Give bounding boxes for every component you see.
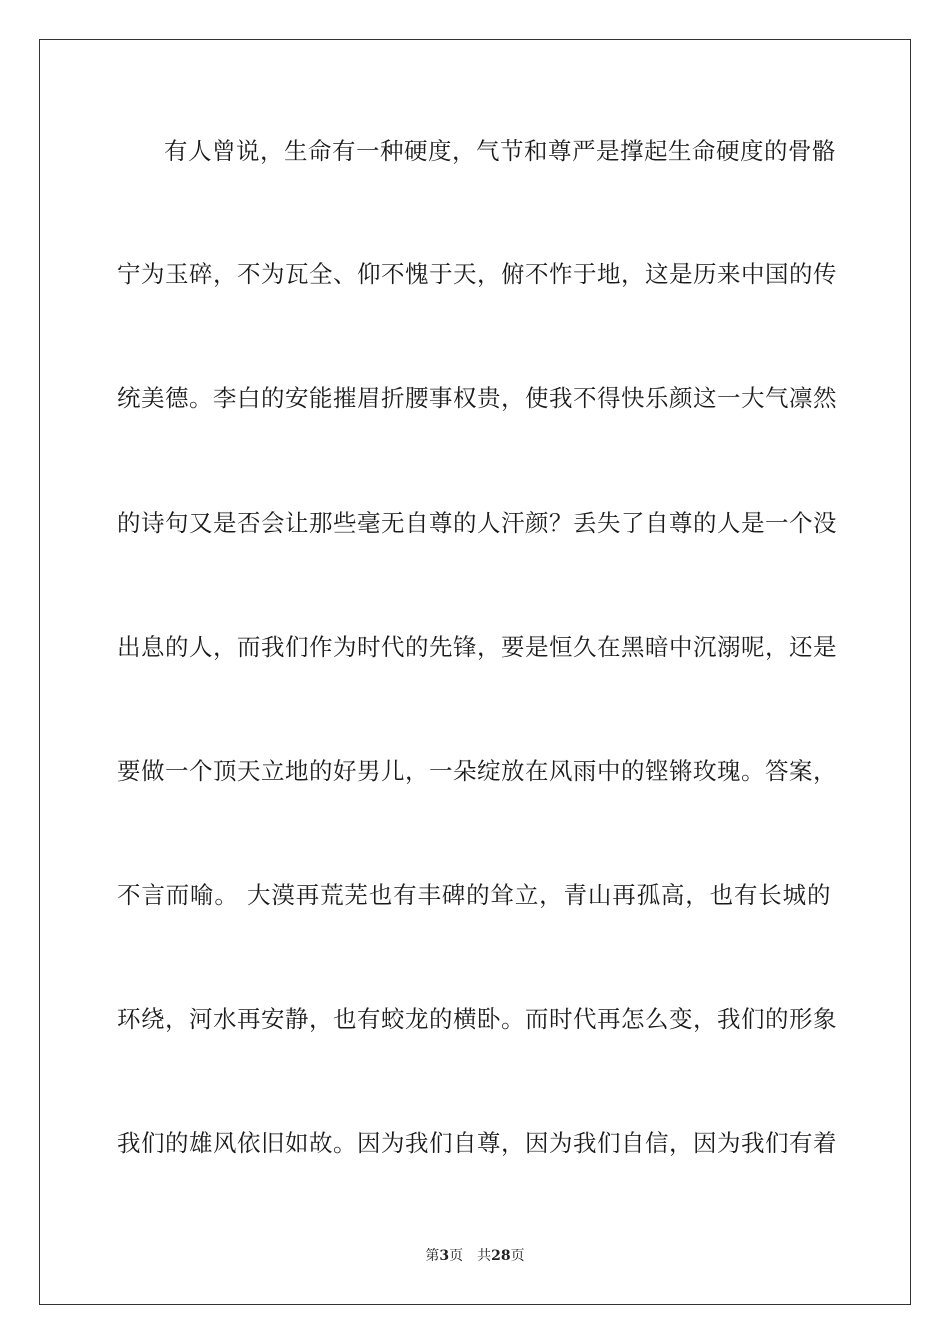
total-pages: 28: [491, 1248, 511, 1264]
text-line-5: 出息的人，而我们作为时代的先锋，要是恒久在黑暗中沉溺呢，还是: [117, 633, 837, 661]
page-footer: [0, 1247, 950, 1265]
total-suffix: 页: [510, 1248, 525, 1264]
total-prefix: 共: [477, 1248, 492, 1264]
page-border: [39, 39, 911, 1305]
text-line-7: 不言而喻。 大漠再荒芜也有丰碑的耸立，青山再孤高，也有长城的: [117, 881, 831, 909]
text-line-1: 有人曾说，生命有一种硬度，气节和尊严是撑起生命硬度的骨骼: [164, 137, 836, 165]
text-line-4: 的诗句又是否会让那些毫无自尊的人汗颜？丢失了自尊的人是一个没: [117, 509, 837, 537]
text-line-3: 统美德。李白的安能摧眉折腰事权贵，使我不得快乐颜这一大气凛然: [117, 384, 837, 412]
text-line-8: 环绕，河水再安静，也有蛟龙的横卧。而时代再怎么变，我们的形象: [117, 1005, 837, 1033]
text-line-9: 我们的雄风依旧如故。因为我们自尊，因为我们自信，因为我们有着: [117, 1129, 837, 1157]
page-number: 3: [439, 1248, 450, 1264]
page-prefix: 第: [425, 1248, 440, 1264]
text-line-2: 宁为玉碎，不为瓦全、仰不愧于天，俯不怍于地，这是历来中国的传: [117, 260, 837, 288]
page-suffix: 页: [449, 1248, 464, 1264]
text-line-6: 要做一个顶天立地的好男儿，一朵绽放在风雨中的铿锵玫瑰。答案，: [117, 757, 837, 785]
